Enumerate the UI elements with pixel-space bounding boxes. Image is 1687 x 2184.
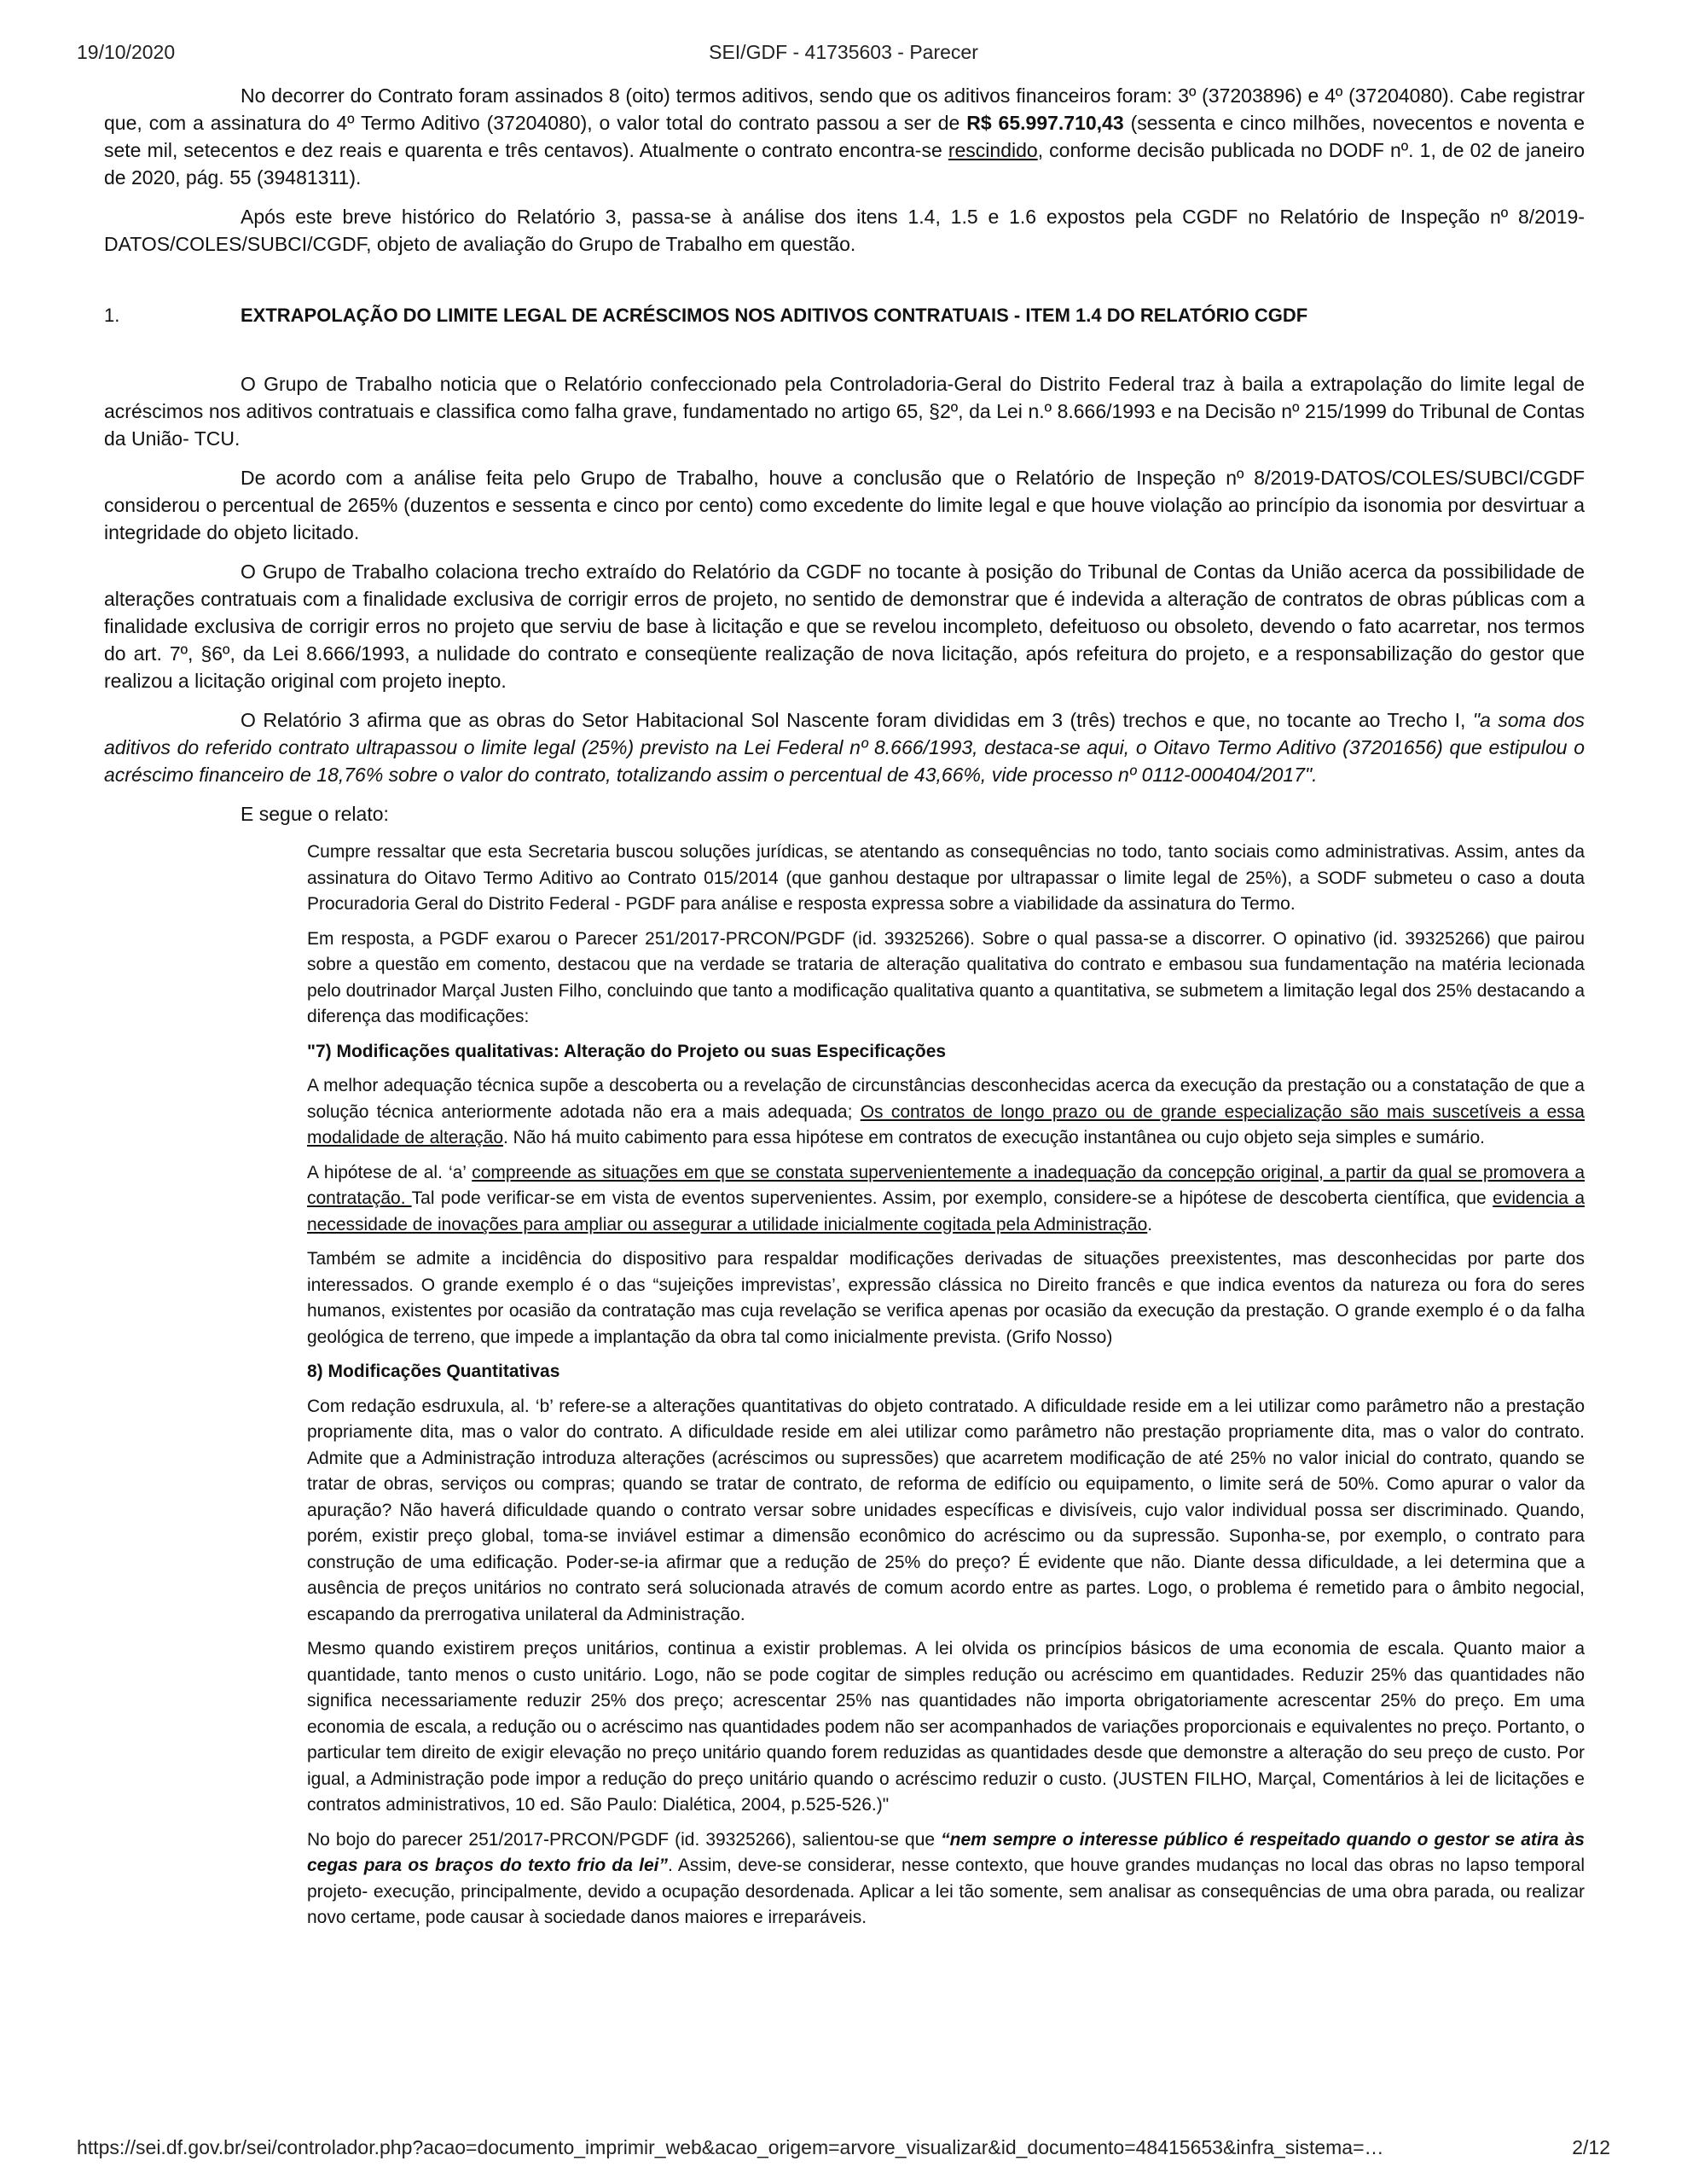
section-number: 1. — [104, 305, 120, 326]
print-date: 19/10/2020 — [77, 41, 176, 63]
quote-subheading: "7) Modificações qualitativas: Alteração do Projeto ou suas Especificações — [307, 1041, 947, 1061]
quote-paragraph: Mesmo quando existirem preços unitários, continua a existir problemas. A lei olvida os princípios básicos de uma economia de escala. Quanto maior a quantidade, tanto menos o custo unitário. Logo, não se pode cogitar de simples redução ou acréscimo em quantidades. Reduzir 25% das quantidades não significa necessariamente reduzir 25% dos preço; acrescentar 25% nas quantidades não importa obrigatoriamente acrescentar 25% do preço. Em uma economia de escala, a redução ou o acréscimo nas quantidades podem não ser acompanhados de variações proporcionais e equivalentes no preço. Portanto, o particular tem direito de exigir elevação no preço unitário quando forem reduzidas as quantidades desde que demonstre a alteração do seu preço de custo. Por igual, a Administração pode impor a redução do preço unitário quando o acréscimo reduzir o custo. (JUSTEN FILHO, Marçal, Comentários à lei de licitações e contratos administrativos, 10 ed. São Paulo: Dialética, 2004, p.525-526.)" — [307, 1639, 1585, 1815]
quote-paragraph: Com redação esdruxula, al. ‘b’ refere-se a alterações quantitativas do objeto contratado. A dificuldade reside em a lei utilizar como parâmetro não a prestação propriamente dita, mas o valor do contrato. A dificuldade reside em alei utilizar como parâmetro não prestação propriamente dita, mas o valor do contrato. Admite que a Administração introduza alterações (acréscimos ou supressões) que acarretem modificação de até 25% no valor inicial do contrato, quando se tratar de obras, serviços ou compras; quando se tratar de contrato, de reforma de edifício ou equipamento, o limite será de 50%. Como apurar o valor da apuração? Não haverá dificuldade quando o contrato versar sobre unidades específicas e divisíveis, cujo valor individual possa ser discriminado. Quando, porém, existir preço global, toma-se inviável estimar a dimensão econômico do acréscimo ou da supressão. Suponha-se, por exemplo, o contrato para construção de uma edificação. Poder-se-ia afirmar que a redução de 25% do preço? É evidente que não. Diante dessa dificuldade, a lei determina que a ausência de preços unitários no contrato será solucionada através de comum acordo entre as partes. Logo, o problema é remetido para o âmbito negocial, escapando da prerrogativa unilateral da Administração. — [307, 1396, 1585, 1624]
rescinded-term: rescindido — [948, 139, 1038, 161]
footer-url: https://sei.df.gov.br/sei/controlador.php?acao=documento_imprimir_web&acao_origem=arvore_visualizar&id_documento=48415653&infra_sistema=… — [77, 2136, 1384, 2158]
quote-paragraph: Cumpre ressaltar que esta Secretaria buscou soluções jurídicas, se atentando as consequências no todo, tanto sociais como administrativas. Assim, antes da assinatura do Oitavo Termo Aditivo ao Contrato 015/2014 (que ganhou destaque por ultrapassar o limite legal de 25%), a SODF submeteu o caso a douta Procuradoria Geral do Distrito Federal - PGDF para análise e resposta expressa sobre a viabilidade da assinatura do Termo. — [307, 842, 1585, 914]
section-heading-1 — [104, 302, 1585, 329]
paragraph-analysis-conclusion: De acordo com a análise feita pelo Grupo de Trabalho, houve a conclusão que o Relatório de Inspeção nº 8/2019-DATOS/COLES/SUBCI/CGDF considerou o percentual de 265% (duzentos e sessenta e cinco por cento) como excedente do limite legal e que houve violação ao princípio da isonomia por desvirtuar a integridade do objeto licitado. — [104, 467, 1585, 543]
quote-paragraph: No bojo do parecer 251/2017-PRCON/PGDF (id. 39325266), salientou-se que “nem sempre o interesse público é respeitado quando o gestor se atira às cegas para os braços do texto frio da lei”. Assim, deve-se considerar, nesse contexto, que houve grandes mudanças no local das obras no lapso temporal projeto- execução, principalmente, devido a ocupação desordenada. Aplicar a lei tão somente, sem analisar as consequências de uma obra parada, ou realizar novo certame, pode causar à sociedade danos maiores e irreparáveis. — [307, 1829, 1586, 1927]
paragraph-follows: E segue o relato: — [241, 803, 389, 825]
contract-total-value: R$ 65.997.710,43 — [966, 112, 1124, 134]
paragraph-contract-history: No decorrer do Contrato foram assinados 8 (oito) termos aditivos, sendo que os aditivos financeiros foram: 3º (37203896) e 4º (37204080). Cabe registrar que, com a assinatura do 4º Termo Aditivo (37204080), o valor total do contrato passou a ser de R$ 65.997.710,43 (sessenta e cinco milhões, novecentos e noventa e sete mil, setecentos e dez reais e quarenta e três centavos). Atualmente o contrato encontra-se rescindido, conforme decisão publicada no DODF nº. 1, de 02 de janeiro de 2020, pág. 55 (39481311). — [104, 84, 1585, 189]
section-title: EXTRAPOLAÇÃO DO LIMITE LEGAL DE ACRÉSCIMOS NOS ADITIVOS CONTRATUAIS - ITEM 1.4 DO RELATÓRIO CGDF — [241, 305, 1308, 326]
page-number: 2/12 — [1572, 2136, 1610, 2158]
quote-paragraph: Em resposta, a PGDF exarou o Parecer 251/2017-PRCON/PGDF (id. 39325266). Sobre o qual passa-se a discorrer. O opinativo (id. 39325266) que pairou sobre a questão em comento, destacou que na verdade se trataria de alteração qualitativa do contrato e embasou sua fundamentação na matéria lecionada pelo doutrinador Marçal Justen Filho, concluindo que tanto a modificação qualitativa quanto a quantitativa, se submetem a limitação legal dos 25% destacando a diferença das modificações: — [307, 928, 1585, 1026]
paragraph-working-group-notice: O Grupo de Trabalho noticia que o Relatório confeccionado pela Controladoria-Geral do Distrito Federal traz à baila a extrapolação do limite legal de acréscimos nos aditivos contratuais e classifica como falha grave, fundamentado no artigo 65, §2º, da Lei n.º 8.666/1993 e na Decisão nº 215/1999 do Tribunal de Contas da União- TCU. — [104, 373, 1585, 450]
quote-subheading: 8) Modificações Quantitativas — [307, 1362, 560, 1381]
quote-paragraph: A melhor adequação técnica supõe a descoberta ou a revelação de circunstâncias desconhecidas acerca da execução da prestação ou a constatação de que a solução técnica anteriormente adotada não era a mais adequada; Os contratos de longo prazo ou de grande especialização são mais suscetíveis a essa modalidade de alteração. Não há muito cabimento para essa hipótese em contratos de execução instantânea ou cujo objeto seja simples e sumário. — [307, 1076, 1585, 1147]
quote-paragraph: A hipótese de al. ‘a’ compreende as situações em que se constata supervenientemente a inadequação da concepção original, a partir da qual se promovera a contratação. Tal pode verificar-se em vista de eventos supervenientes. Assim, por exemplo, considere-se a hipótese de descoberta científica, que evidencia a necessidade de inovações para ampliar ou assegurar a utilidade inicialmente cogitada pela Administração. — [307, 1162, 1586, 1234]
paragraph-report-3: O Relatório 3 afirma que as obras do Setor Habitacional Sol Nascente foram divididas em 3 (três) trechos e que, no tocante ao Trecho I, "a soma dos aditivos do referido contrato ultrapassou o limite legal (25%) previsto na Lei Federal nº 8.666/1993, destaca-se aqui, o Oitavo Termo Aditivo (37201656) que estipulou o acréscimo financeiro de 18,76% sobre o valor do contrato, totalizando assim o percentual de 43,66%, vide processo nº 0112-000404/2017". — [104, 709, 1586, 786]
quote-paragraph: Também se admite a incidência do dispositivo para respaldar modificações derivadas de situações preexistentes, mas desconhecidas por parte dos interessados. O grande exemplo é o das “sujeições imprevistas’, expressão clássica no Direito francês e que indica eventos da natureza ou fora do seres humanos, existentes por ocasião da contratação mas cuja revelação se verifica apenas por ocasião da execução da prestação. O grande exemplo é o da falha geológica de terreno, que impede a implantação da obra tal como inicialmente prevista. (Grifo Nosso) — [307, 1249, 1585, 1347]
report-quote: "a soma dos aditivos do referido contrato ultrapassou o limite legal (25%) previsto na Lei Federal nº 8.666/1993, destaca-se aqui, o Oitavo Termo Aditivo (37201656) que estipulou o acréscimo financeiro de 18,76% sobre o valor do contrato, totalizando assim o percentual de 43,66%, vide processo nº 0112-000404/2017". — [104, 709, 1586, 786]
document-title: SEI/GDF - 41735603 - Parecer — [709, 41, 978, 63]
paragraph-analysis-intro: Após este breve histórico do Relatório 3, passa-se à análise dos itens 1.4, 1.5 e 1.6 expostos pela CGDF no Relatório de Inspeção nº 8/2019-DATOS/COLES/SUBCI/CGDF, objeto de avaliação do Grupo de Trabalho em questão. — [104, 206, 1585, 255]
paragraph-tcu-position: O Grupo de Trabalho colaciona trecho extraído do Relatório da CGDF no tocante à posição do Tribunal de Contas da União acerca da possibilidade de alterações contratuais com a finalidade exclusiva de corrigir erros de projeto, no sentido de demonstrar que é indevida a alteração de contratos de obras públicas com a finalidade exclusiva de corrigir erros no projeto que serviu de base à licitação e que se revelou incompleto, defeituoso ou obsoleto, devendo o fato acarretar, nos termos do art. 7º, §6º, da Lei 8.666/1993, a nulidade do contrato e conseqüente realização de nova licitação, após refeitura do projeto, e a responsabilização do gestor que realizou a licitação original com projeto inepto. — [104, 561, 1585, 692]
document-body — [104, 82, 1585, 1940]
block-quote — [307, 839, 1585, 1931]
